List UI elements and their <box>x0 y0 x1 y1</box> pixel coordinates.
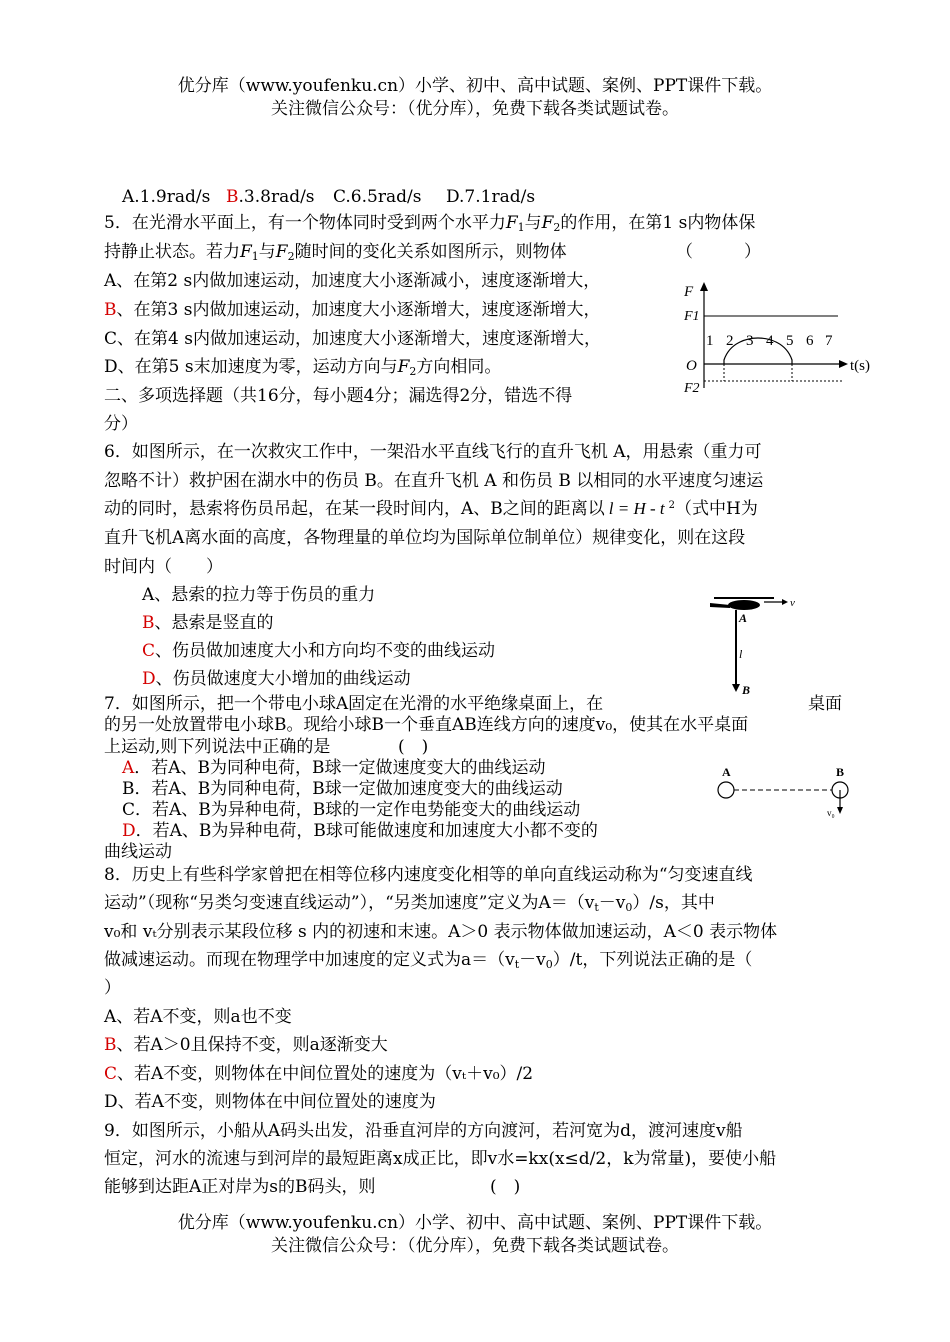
tick-2: 2 <box>726 333 734 349</box>
q6-option-c: C、伤员做加速度大小和方向均不变的曲线运动 <box>142 641 496 661</box>
tick-6: 6 <box>806 333 814 349</box>
header-line-2: 关注微信公众号：（优分库），免费下载各类试题试卷。 <box>271 99 679 119</box>
tick-5: 5 <box>786 333 794 349</box>
t-axis-arrow <box>839 360 848 368</box>
f-axis-arrow <box>700 282 708 291</box>
q6-helicopter-figure <box>706 592 806 700</box>
q5-stem-line-1: 5．在光滑水平面上，有一个物体同时受到两个水平力$F_1$与$F_2$的作用，在第1 s内物体保 <box>104 213 756 234</box>
header-line-1: 优分库（www.youfenku.cn）小学、初中、高中试题、案例、PPT课件下载。 <box>177 76 773 96</box>
tick-1: 1 <box>706 333 714 349</box>
tail <box>710 603 730 608</box>
q9-answer-paren: ( ) <box>490 1177 521 1197</box>
q8-option-b: B、若A＞0且保持不变，则a逐渐变大 <box>104 1035 388 1055</box>
charge-a-circle <box>718 782 734 798</box>
point-a-label: A <box>739 611 748 625</box>
q7-charges-figure <box>712 762 862 822</box>
q8-stem-line-4: 做减速运动。而现在物理学中加速度的定义式为$a=(v_t-v_0)/t$，下列说法正确的是（ <box>104 950 753 971</box>
q8-option-c: C、若A不变，则物体在中间位置处的速度为（vₜ＋v₀）/2 <box>104 1064 534 1084</box>
q8-option-a: A、若A不变，则a也不变 <box>104 1007 292 1027</box>
q6-stem-line-2: 忽略不计）救护困在湖水中的伤员 B。在直升飞机 A 和伤员 B 以相同的水平速度匀速运 <box>104 471 764 491</box>
q9-stem-line-1: 9．如图所示，小船从A码头出发，沿垂直河岸的方向渡河，若河宽为d，渡河速度v船 <box>104 1121 743 1141</box>
f2-curve <box>724 338 792 364</box>
q7-stem-line-3: 上运动,则下列说法中正确的是 <box>104 737 331 757</box>
q6-stem-line-5: 时间内（ ） <box>104 557 223 577</box>
q8-stem-line-3: v₀和 vₜ分别表示某段位移 s 内的初速和末速。A＞0 表示物体做加速运动，A＜0 表示物体 <box>104 922 778 942</box>
q5-stem-line-2: 持静止状态。若力$F_1$与$F_2$随时间的变化关系如图所示，则物体 <box>104 242 567 263</box>
length-label: l <box>739 647 743 661</box>
q5-option-d: D、在第5 s末加速度为零，运动方向与$F_2$方向相同。 <box>104 357 502 378</box>
t-axis-label: t(s) <box>850 358 870 374</box>
q5-force-time-graph <box>680 280 880 402</box>
section2-heading-cont: 分） <box>104 414 138 434</box>
q6-formula: l = H - t <box>608 499 665 518</box>
q4-option-a: A.1.9rad/s <box>122 187 211 207</box>
q6-stem-line-3: 动的同时，悬索将伤员吊起，在某一段时间内，A、B之间的距离以 l = H - t $^2$（式中H为 <box>104 499 758 519</box>
q7-answer-paren: ( ) <box>398 737 429 757</box>
q6-stem-line-4: 直升飞机A离水面的高度，各物理量的单位均为国际单位制单位）规律变化，则在这段 <box>104 528 746 548</box>
helicopter-body-icon <box>728 600 760 610</box>
q7-option-d-cont: 曲线运动 <box>104 842 172 862</box>
f1-label: F1 <box>684 309 700 324</box>
f-axis-label: F <box>684 284 694 300</box>
q6-option-d: D、伤员做速度大小增加的曲线运动 <box>142 669 411 689</box>
q8-stem-line-2: 运动”（现称“另类匀变速直线运动”），“另类加速度”定义为$A=(v_t-v_0)/s$，其中 <box>104 893 715 914</box>
q6-stem-line-1: 6．如图所示，在一次救灾工作中，一架沿水平直线飞行的直升飞机 A，用悬索（重力可 <box>104 442 762 462</box>
footer-line-1: 优分库（www.youfenku.cn）小学、初中、高中试题、案例、PPT课件下载。 <box>177 1213 773 1233</box>
v0-arrow <box>837 807 843 814</box>
q4-option-d: D.7.1rad/s <box>446 187 536 207</box>
q4-option-c: C.6.5rad/s <box>333 187 422 207</box>
q5-option-b: B、在第3 s内做加速运动，加速度大小逐渐增大，速度逐渐增大， <box>104 300 601 320</box>
charge-a-label: A <box>722 765 731 779</box>
q7-stem-line-2: 的另一处放置带电小球B。现给小球B一个垂直AB连线方向的速度v₀，使其在水平桌面 <box>104 715 749 735</box>
charge-b-label: B <box>836 765 845 779</box>
q8-option-d: D、若A不变，则物体在中间位置处的速度为 <box>104 1092 436 1112</box>
q4-option-b-text: .3.8rad/s <box>238 187 315 207</box>
q4-option-b-letter: B <box>226 187 239 207</box>
q6-option-a: A、悬索的拉力等于伤员的重力 <box>142 585 376 605</box>
velocity-arrow <box>782 599 788 605</box>
q9-stem-line-3: 能够到达距A正对岸为s的B码头，则 <box>104 1177 376 1197</box>
q7-option-b: B．若A、B为同种电荷，B球一定做加速度变大的曲线运动 <box>122 779 563 799</box>
q7-option-a: A．若A、B为同种电荷，B球一定做速度变大的曲线运动 <box>122 758 546 778</box>
q7-stem-line-1-tail: 桌面 <box>808 694 842 714</box>
tick-7: 7 <box>825 333 833 349</box>
f2-label: F2 <box>684 381 700 396</box>
q8-stem-line-5: ） <box>104 978 121 998</box>
tick-4: 4 <box>766 333 774 349</box>
q8-stem-line-1: 8．历史上有些科学家曾把在相等位移内速度变化相等的单向直线运动称为“匀变速直线 <box>104 865 753 885</box>
q5-answer-paren: （ ） <box>676 242 761 262</box>
v0-label: v₀ <box>827 808 835 818</box>
q5-option-c: C、在第4 s内做加速运动，加速度大小逐渐增大，速度逐渐增大， <box>104 329 601 349</box>
q6-option-b: B、悬索是竖直的 <box>142 613 274 633</box>
q7-option-d: D．若A、B为异种电荷，B球可能做速度和加速度大小都不变的 <box>122 821 598 841</box>
point-b-label: B <box>742 683 751 697</box>
section2-heading: 二、多项选择题（共16分，每小题4分；漏选得2分，错选不得 <box>104 386 573 406</box>
q4-option-b <box>226 187 315 207</box>
origin-label: O <box>686 358 697 374</box>
velocity-label: v <box>790 597 795 609</box>
tick-3: 3 <box>746 333 754 349</box>
footer-line-2: 关注微信公众号：（优分库），免费下载各类试题试卷。 <box>271 1236 679 1256</box>
injured-icon <box>732 684 740 692</box>
q7-stem-line-1: 7．如图所示，把一个带电小球A固定在光滑的水平绝缘桌面上，在 <box>104 694 604 714</box>
q9-stem-line-2: 恒定，河水的流速与到河岸的最短距离x成正比，即v水=kx(x≤d/2，k为常量)，要使小船 <box>104 1149 777 1169</box>
q7-option-c: C．若A、B为异种电荷，B球的一定作电势能变大的曲线运动 <box>122 800 581 820</box>
q5-option-a: A、在第2 s内做加速运动，加速度大小逐渐减小，速度逐渐增大， <box>104 271 601 291</box>
